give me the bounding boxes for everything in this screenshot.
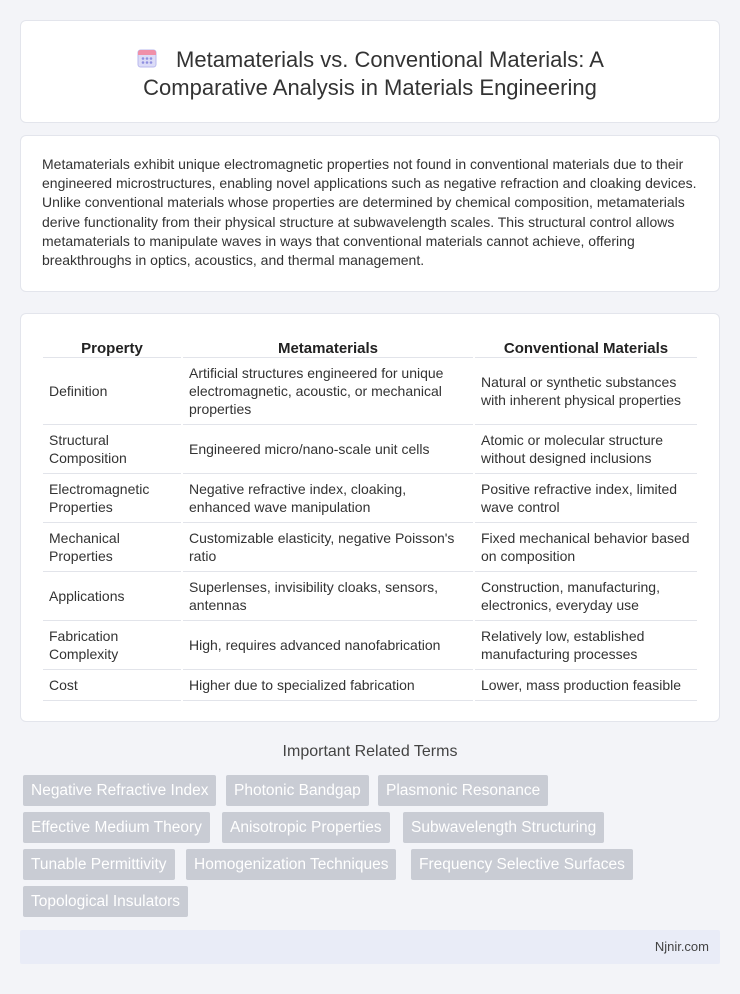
row-metamaterials: Superlenses, invisibility cloaks, sensors, antennas	[183, 572, 473, 621]
table-header-row	[43, 333, 697, 358]
row-property: Fabrication Complexity	[43, 621, 181, 670]
page-title	[21, 46, 719, 102]
row-property: Definition	[43, 358, 181, 425]
title-line-1: Metamaterials vs. Conventional Materials: A	[176, 47, 604, 72]
calendar-icon	[136, 47, 158, 69]
footer	[20, 930, 720, 964]
title-card	[20, 20, 720, 123]
term-tag[interactable]: Anisotropic Properties	[222, 812, 390, 843]
table-row	[43, 572, 697, 621]
term-tag[interactable]: Plasmonic Resonance	[378, 775, 548, 806]
term-tag[interactable]: Negative Refractive Index	[23, 775, 216, 806]
comparison-table-card	[20, 313, 720, 722]
term-tag[interactable]: Frequency Selective Surfaces	[411, 849, 633, 880]
term-tag[interactable]: Subwavelength Structuring	[403, 812, 604, 843]
row-metamaterials: Higher due to specialized fabrication	[183, 670, 473, 701]
row-conventional: Fixed mechanical behavior based on composition	[475, 523, 697, 572]
row-property: Cost	[43, 670, 181, 701]
table-row	[43, 523, 697, 572]
term-tag[interactable]: Effective Medium Theory	[23, 812, 210, 843]
term-tag[interactable]: Topological Insulators	[23, 886, 188, 917]
term-tag[interactable]: Homogenization Techniques	[186, 849, 396, 880]
row-property: Electromagnetic Properties	[43, 474, 181, 523]
row-conventional: Atomic or molecular structure without designed inclusions	[475, 425, 697, 474]
table-row	[43, 621, 697, 670]
row-conventional: Natural or synthetic substances with inherent physical properties	[475, 358, 697, 425]
term-tag[interactable]: Tunable Permittivity	[23, 849, 175, 880]
row-conventional: Construction, manufacturing, electronics, everyday use	[475, 572, 697, 621]
table-row	[43, 670, 697, 701]
row-metamaterials: High, requires advanced nanofabrication	[183, 621, 473, 670]
header-property: Property	[43, 333, 181, 358]
header-conventional: Conventional Materials	[475, 333, 697, 358]
header-metamaterials: Metamaterials	[183, 333, 473, 358]
related-terms-heading: Important Related Terms	[282, 743, 458, 760]
row-property: Mechanical Properties	[43, 523, 181, 572]
row-metamaterials: Negative refractive index, cloaking, enhanced wave manipulation	[183, 474, 473, 523]
row-conventional: Positive refractive index, limited wave control	[475, 474, 697, 523]
row-conventional: Relatively low, established manufacturing processes	[475, 621, 697, 670]
intro-paragraph: Metamaterials exhibit unique electromagnetic properties not found in conventional materials due to their engineered microstructures, enabling novel applications such as negative refraction and cloaking devices. Unlike conventional materials whose properties are determined by chemical composition, metamaterials derive functionality from their physical structure at subwavelength scales. This structural control allows metamaterials to manipulate waves in ways that conventional materials cannot achieve, offering breakthroughs in optics, acoustics, and thermal management.	[42, 156, 697, 269]
title-line-2: Comparative Analysis in Materials Engineering	[143, 75, 597, 100]
table-row	[43, 474, 697, 523]
intro-card	[20, 135, 720, 292]
comparison-table	[41, 333, 699, 701]
footer-site-link[interactable]: Njnir.com	[654, 939, 709, 954]
row-metamaterials: Artificial structures engineered for unique electromagnetic, acoustic, or mechanical properties	[183, 358, 473, 425]
row-metamaterials: Engineered micro/nano-scale unit cells	[183, 425, 473, 474]
table-row	[43, 425, 697, 474]
row-property: Structural Composition	[43, 425, 181, 474]
term-tag[interactable]: Photonic Bandgap	[226, 775, 369, 806]
row-property: Applications	[43, 572, 181, 621]
table-row	[43, 358, 697, 425]
row-conventional: Lower, mass production feasible	[475, 670, 697, 701]
row-metamaterials: Customizable elasticity, negative Poisson's ratio	[183, 523, 473, 572]
